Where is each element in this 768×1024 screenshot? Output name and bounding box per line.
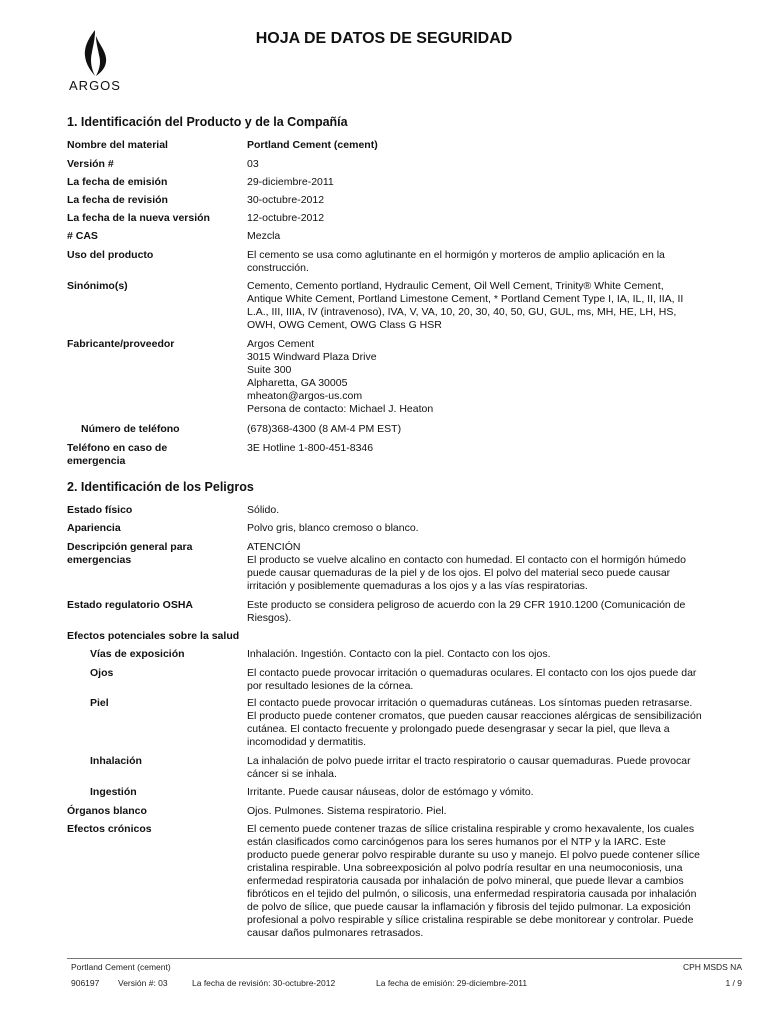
field-value: Sólido.	[247, 504, 280, 516]
field-value: 03	[247, 158, 259, 170]
field-value: El contacto puede provocar irritación o quemaduras oculares. El contacto con los ojos puede dar por resultado lesiones de la córnea.	[247, 667, 697, 692]
field-label: Efectos potenciales sobre la salud	[67, 630, 240, 642]
field-value: Mezcla	[247, 230, 281, 242]
field-label: Fabricante/proveedor	[67, 338, 175, 350]
field-value: Portland Cement (cement)	[247, 139, 378, 151]
field-value: La inhalación de polvo puede irritar el tracto respiratorio o causar quemaduras. Puede provocar cáncer si se inhala.	[247, 755, 691, 780]
field-label: Descripción general para emergencias	[67, 541, 193, 566]
field-value: Este producto se considera peligroso de acuerdo con la 29 CFR 1910.1200 (Comunicación de Riesgos).	[247, 599, 686, 624]
field-label: Estado regulatorio OSHA	[67, 599, 194, 611]
field-value: Cemento, Cemento portland, Hydraulic Cement, Oil Well Cement, Trinity® White Cement, Antique White Cement, Portland Limestone Cement, * Portland Cement Type I, IA, IL, II, IIA, II L.A., III, IIIA, IV (intravenoso), IVA, V, VA, 10, 20, 30, 40, 50, GU, GUL, ms, MH, HE, LH, HS, OWH, OWG Cement, OWG Class G HSR	[247, 280, 684, 331]
field-label: Inhalación	[90, 755, 142, 767]
field-value: (678)368-4300 (8 AM-4 PM EST)	[247, 423, 402, 435]
field-value: El contacto puede provocar irritación o quemaduras cutáneas. Los síntomas pueden retrasarse. El producto puede contener cromatos, que pueden causar reacciones alérgicas de sensibilización cutánea. El contacto frecuente y prolongado puede desengrasar y secar la piel, que lleva a incomodidad y dermatitis.	[247, 697, 702, 748]
field-value: 29-diciembre-2011	[247, 176, 334, 188]
field-label: La fecha de emisión	[67, 176, 168, 188]
field-value: 12-octubre-2012	[247, 212, 325, 224]
field-label: Número de teléfono	[81, 423, 180, 435]
field-label: Estado físico	[67, 504, 133, 516]
field-value: 3E Hotline 1-800-451-8346	[247, 442, 374, 454]
field-value: El cemento puede contener trazas de sílice cristalina respirable y cromo hexavalente, los cuales están clasificados como carcinógenos para los seres humanos por el NTP y la IARC. Este producto puede generar polvo respirable durante su uso y manejo. El polvo puede contener sílice cristalina respirable. Una sobreexposición al polvo podría resultar en una neumoconiosis, una enfermedad respiratoria causada por inhalación de polvo mineral, que puede llevar a cambios fibróticos en el tejido del pulmón, o silicosis, una enfermedad respiratoria causada por inhalación de polvo de sílice, que puede causar la inflamación y fibrosis del tejido pulmonar. La exposición profesional a polvo respirable y sílice cristalina respirable se debe monitorear y controlar. Puede causar daños pulmonares retrasados.	[247, 823, 700, 939]
field-label: La fecha de la nueva versión	[67, 212, 210, 224]
field-value: El cemento se usa como aglutinante en el hormigón y morteros de amplio aplicación en la construcción.	[247, 249, 665, 274]
field-label: # CAS	[67, 230, 98, 242]
footer-product: Portland Cement (cement)	[71, 962, 171, 972]
footer-doc-code: CPH MSDS NA	[682, 962, 742, 972]
field-label: Vías de exposición	[90, 648, 185, 660]
section-2-title: 2. Identificación de los Peligros	[67, 480, 254, 494]
field-label: Versión #	[67, 158, 114, 170]
footer-id: 906197	[71, 978, 100, 988]
field-label: Ojos	[90, 667, 114, 679]
footer-issue-date: La fecha de emisión: 29-diciembre-2011	[376, 978, 528, 988]
field-label: Teléfono en caso de emergencia	[67, 442, 168, 467]
field-label: Uso del producto	[67, 249, 154, 261]
section-1-title: 1. Identificación del Producto y de la Compañía	[67, 115, 348, 129]
logo-text: ARGOS	[69, 78, 121, 93]
field-label: La fecha de revisión	[67, 194, 168, 206]
field-label: Sinónimo(s)	[67, 280, 128, 292]
field-value: Inhalación. Ingestión. Contacto con la piel. Contacto con los ojos.	[247, 648, 551, 660]
field-value: Irritante. Puede causar náuseas, dolor de estómago y vómito.	[247, 786, 534, 798]
field-value: ATENCIÓN El producto se vuelve alcalino en contacto con humedad. El contacto con el hormigón húmedo puede causar quemaduras de la piel y de los ojos. El polvo del material seco puede causar irritación y posiblemente quemaduras a los ojos y a las vías respiratorias.	[247, 541, 686, 592]
field-value: Polvo gris, blanco cremoso o blanco.	[247, 522, 419, 534]
field-label: Efectos crónicos	[67, 823, 152, 835]
footer-version: Versión #: 03	[118, 978, 168, 988]
field-label: Ingestión	[90, 786, 137, 798]
field-label: Apariencia	[67, 522, 121, 534]
footer-divider	[67, 958, 742, 959]
field-value: 30-octubre-2012	[247, 194, 325, 206]
field-label: Piel	[90, 697, 109, 709]
field-value: Ojos. Pulmones. Sistema respiratorio. Piel.	[247, 805, 447, 817]
field-value: Argos Cement 3015 Windward Plaza Drive Suite 300 Alpharetta, GA 30005 mheaton@argos-us.com Persona de contacto: Michael J. Heaton	[247, 338, 434, 415]
field-label: Órganos blanco	[67, 805, 147, 817]
footer-page-number: 1 / 9	[725, 978, 742, 988]
document-title: HOJA DE DATOS DE SEGURIDAD	[255, 30, 513, 47]
field-label: Nombre del material	[67, 139, 168, 151]
footer-revision-date: La fecha de revisión: 30-octubre-2012	[192, 978, 336, 988]
